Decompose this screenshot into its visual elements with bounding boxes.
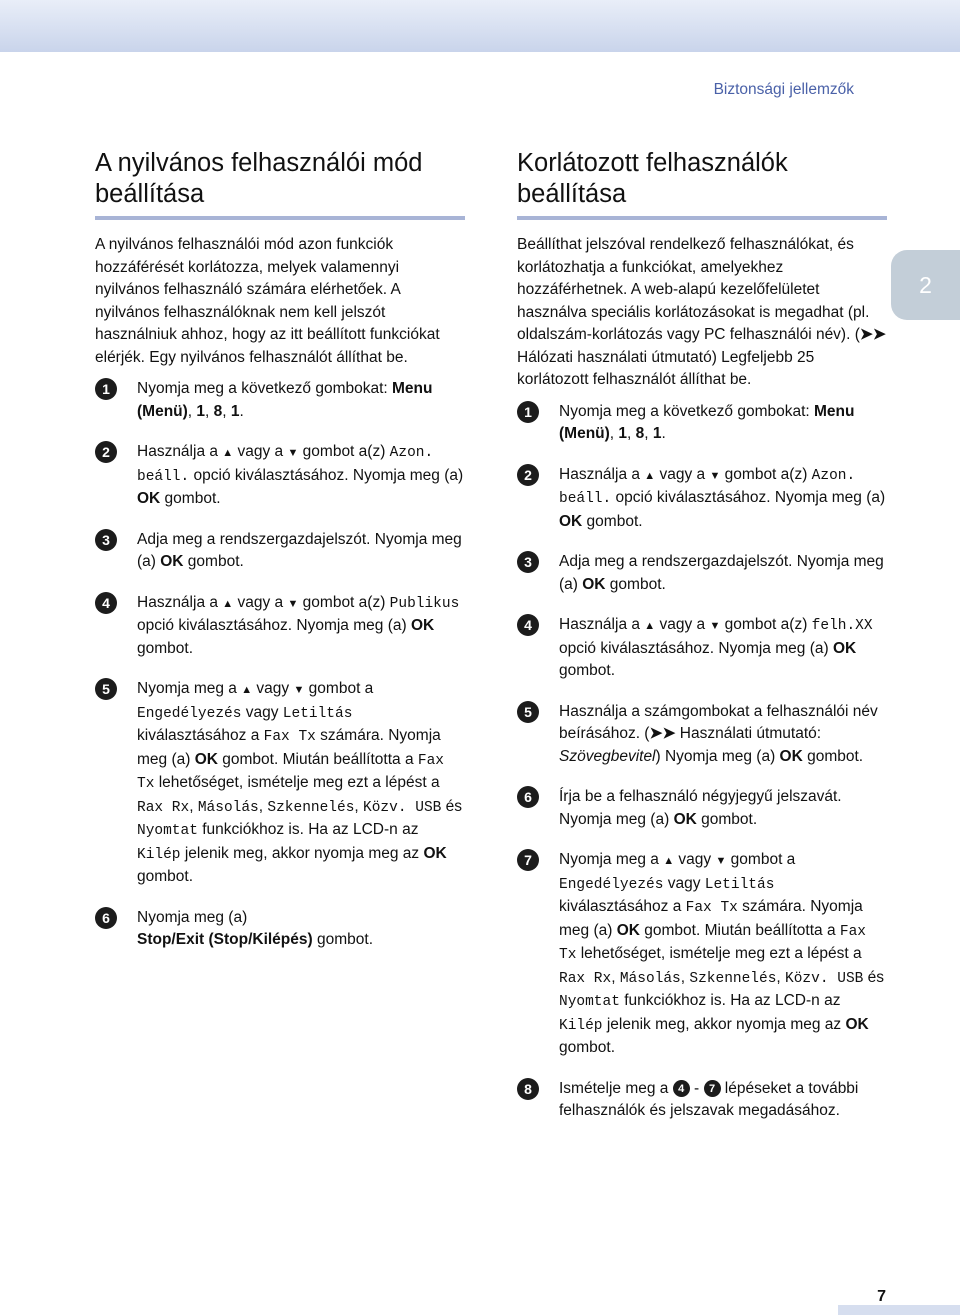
text: - xyxy=(689,1079,704,1097)
title-line: A nyilvános felhasználói mód xyxy=(95,149,423,177)
lcd-text: felh.XX xyxy=(811,618,873,634)
text: gombot. xyxy=(137,868,194,885)
key-label: OK xyxy=(410,617,435,634)
key-label: OK xyxy=(673,810,697,828)
text: Használja a xyxy=(559,465,645,483)
key-label: OK xyxy=(845,1015,869,1033)
lcd-text: Rax Rx xyxy=(137,799,190,816)
text: Nyomja meg (a) xyxy=(137,908,248,926)
text: Használja a xyxy=(137,443,223,460)
lcd-text: Nyomtat xyxy=(559,994,620,1010)
lcd-text: Azon. beáll. xyxy=(559,467,856,507)
step-number-icon: 1 xyxy=(517,401,539,423)
key-label: 1 xyxy=(618,425,628,442)
lcd-text: Publikus xyxy=(389,595,460,612)
text: , xyxy=(627,425,636,442)
step-list xyxy=(517,401,887,1123)
up-arrow-icon: ▲ xyxy=(663,855,675,867)
key-label: Stop/Exit (Stop/Kilépés) xyxy=(137,931,313,948)
text: Használati útmutató: xyxy=(675,725,822,742)
text: gombot. Miután beállította a xyxy=(217,750,418,768)
step xyxy=(95,378,465,423)
text: , xyxy=(609,425,619,442)
text: gombot. xyxy=(582,512,643,530)
step xyxy=(517,464,887,534)
intro-paragraph xyxy=(517,234,887,392)
step-number-icon: 7 xyxy=(517,849,539,871)
text: gombot. xyxy=(160,490,221,507)
key-label: 1 xyxy=(230,402,240,420)
lcd-text: Letiltás xyxy=(704,876,775,893)
double-arrow-icon: ➤➤ xyxy=(649,725,676,742)
text: vagy xyxy=(252,680,294,697)
text: gombot a(z) xyxy=(298,593,390,611)
text: , xyxy=(187,402,197,420)
key-label: 1 xyxy=(196,402,206,420)
text: Nyomja meg a következő gombokat: xyxy=(137,380,393,397)
page-number: 7 xyxy=(877,1288,886,1305)
step xyxy=(95,529,465,574)
lcd-text: Fax Tx xyxy=(263,729,316,745)
step xyxy=(517,614,887,683)
chapter-tab xyxy=(891,250,960,320)
lcd-text: Másolás xyxy=(197,799,259,816)
step-number-icon: 5 xyxy=(517,701,539,723)
section-title xyxy=(517,148,887,220)
step-number-icon: 5 xyxy=(95,678,117,700)
text: gombot. xyxy=(137,639,194,657)
text: , xyxy=(776,968,786,986)
down-arrow-icon: ▼ xyxy=(709,469,721,482)
text: Hálózati használati útmutató) Legfeljebb 25 korlátozott felhasználót állíthat be. xyxy=(517,348,815,388)
text: Nyomja meg a xyxy=(137,680,242,697)
lcd-text: Letiltás xyxy=(282,705,353,722)
key-label: OK xyxy=(559,512,583,530)
lcd-text: Engedélyezés xyxy=(137,705,242,722)
text: gombot. xyxy=(559,662,616,679)
text: opció kiválasztásához. Nyomja meg (a) xyxy=(137,617,411,634)
double-arrow-icon: ➤➤ xyxy=(859,326,886,343)
step xyxy=(517,849,887,1060)
text: gombot. xyxy=(183,553,244,570)
text: számára. Nyomja meg (a) xyxy=(137,727,441,768)
text: gombot. xyxy=(312,931,373,948)
text: Beállíthat jelszóval rendelkező felhasználókat, és korlátozhatja a funkciókat, amelyekhez hozzáférhetnek. A web-alapú kezelőfelületet használva speciális korlátozásokat is megadhat (pl. oldalszám-korlátozás vagy PC felhasználói név). ( xyxy=(517,236,870,343)
chapter-number: 2 xyxy=(919,271,932,298)
text: jelenik meg, akkor nyomja meg az xyxy=(602,1015,846,1033)
footer-strip xyxy=(838,1305,960,1315)
key-label: 8 xyxy=(213,402,223,420)
step-number-icon: 2 xyxy=(517,464,539,486)
lcd-text: Másolás xyxy=(619,970,681,987)
text: vagy a xyxy=(233,443,288,460)
lcd-text: Közv. USB xyxy=(785,970,864,987)
step-number-icon: 4 xyxy=(95,592,117,614)
title-line: Korlátozott felhasználók xyxy=(517,149,788,177)
step xyxy=(517,701,887,769)
text: gombot a(z) xyxy=(720,465,812,483)
lcd-text: Kilép xyxy=(137,846,181,863)
text: lehetőséget, ismételje meg ezt a lépést a xyxy=(154,774,440,791)
top-band xyxy=(0,0,960,52)
text: és xyxy=(441,797,463,815)
key-label: OK xyxy=(779,747,803,765)
intro-paragraph: A nyilvános felhasználói mód azon funkciók hozzáférését korlátozza, melyek valamennyi nyilvános felhasználó számára elérhetőek. A nyilvános felhasználóknak nem kell jelszót használniuk ahhoz, hogy az itt beállított funkciókat elérjék. Egy nyilvános felhasználót állíthat be. xyxy=(95,236,440,366)
step xyxy=(517,401,887,446)
key-label: 8 xyxy=(635,425,645,442)
public-user-mode-section xyxy=(95,148,465,970)
text: , xyxy=(205,402,214,420)
key-label: 1 xyxy=(652,425,662,442)
down-arrow-icon: ▼ xyxy=(709,620,721,632)
lcd-text: Kilép xyxy=(559,1017,603,1034)
key-label: OK xyxy=(160,553,184,570)
up-arrow-icon: ▲ xyxy=(644,469,656,482)
step-list xyxy=(95,378,465,952)
lcd-text: Nyomtat xyxy=(137,823,198,839)
title-line: beállítása xyxy=(517,180,627,208)
up-arrow-icon: ▲ xyxy=(222,447,234,459)
step xyxy=(517,786,887,831)
text: vagy a xyxy=(655,465,710,483)
step-number-icon: 3 xyxy=(95,529,117,551)
text: gombot. xyxy=(559,1039,616,1056)
down-arrow-icon: ▼ xyxy=(287,597,299,610)
step-number-icon: 4 xyxy=(517,614,539,636)
text: Használja a xyxy=(559,616,645,633)
step xyxy=(95,678,465,889)
text: gombot. xyxy=(802,747,864,765)
text: , xyxy=(680,968,690,986)
text: funkciókhoz is. Ha az LCD-n az xyxy=(619,992,841,1009)
text: Használja a számgombokat a felhasználói név beírásához. ( xyxy=(559,702,878,742)
step xyxy=(517,1078,887,1123)
key-label: Menu (Menü) xyxy=(137,380,433,420)
lcd-text: Szkennelés xyxy=(689,970,777,987)
text: és xyxy=(863,968,885,986)
key-label: OK xyxy=(582,575,606,593)
key-label: OK xyxy=(194,750,218,768)
down-arrow-icon: ▼ xyxy=(293,684,305,696)
section-title xyxy=(95,148,465,220)
text: Adja meg a rendszergazdajelszót. Nyomja meg (a) xyxy=(559,553,884,593)
text: , xyxy=(258,797,268,815)
text: opció kiválasztásához. Nyomja meg (a) xyxy=(559,639,833,657)
lcd-text: Fax Tx xyxy=(685,900,738,916)
text: , xyxy=(222,402,231,420)
reference-title: Szövegbevitel xyxy=(559,747,656,765)
text: gombot a xyxy=(726,851,796,868)
down-arrow-icon: ▼ xyxy=(715,855,727,867)
text: Adja meg a rendszergazdajelszót. Nyomja meg (a) xyxy=(137,530,462,570)
restricted-users-section xyxy=(517,148,887,1141)
text: jelenik meg, akkor nyomja meg az xyxy=(180,844,424,862)
key-label: OK xyxy=(832,639,857,657)
text: funkciókhoz is. Ha az LCD-n az xyxy=(197,821,419,838)
text: opció kiválasztásához. Nyomja meg (a) xyxy=(189,466,464,484)
step-reference-icon: 4 xyxy=(673,1080,690,1097)
text: gombot. Miután beállította a xyxy=(639,921,840,939)
lcd-text: Fax Tx xyxy=(559,923,866,963)
title-line: beállítása xyxy=(95,180,205,208)
text: , xyxy=(644,425,653,442)
step-number-icon: 8 xyxy=(517,1078,539,1100)
text: ) Nyomja meg (a) xyxy=(655,747,780,765)
text: gombot. xyxy=(605,575,666,593)
text: , xyxy=(189,797,198,815)
text: , xyxy=(354,797,364,815)
lcd-text: Engedélyezés xyxy=(559,876,664,893)
text: Írja be a felhasználó négyjegyű jelszavát. Nyomja meg (a) xyxy=(559,788,842,828)
step-number-icon: 6 xyxy=(95,907,117,929)
step-number-icon: 2 xyxy=(95,441,117,463)
text: lehetőséget, ismételje meg ezt a lépést a xyxy=(576,945,862,962)
step-number-icon: 3 xyxy=(517,551,539,573)
step-reference-icon: 7 xyxy=(704,1080,721,1097)
step xyxy=(95,441,465,511)
text: , xyxy=(611,968,620,986)
lcd-text: Azon. beáll. xyxy=(137,445,434,485)
down-arrow-icon: ▼ xyxy=(287,447,299,459)
text: lépéseket a további felhasználók és jelszavak megadásához. xyxy=(559,1079,859,1119)
up-arrow-icon: ▲ xyxy=(222,597,234,610)
text: vagy xyxy=(241,703,283,721)
text: gombot. xyxy=(696,810,758,828)
step-number-icon: 1 xyxy=(95,378,117,400)
lcd-text: Fax Tx xyxy=(137,752,444,792)
text: opció kiválasztásához. Nyomja meg (a) xyxy=(611,489,886,506)
step-number-icon: 6 xyxy=(517,786,539,808)
key-label: Menu (Menü) xyxy=(559,402,855,442)
text: vagy xyxy=(674,851,716,868)
step xyxy=(517,551,887,596)
up-arrow-icon: ▲ xyxy=(644,620,656,632)
text: Nyomja meg a következő gombokat: xyxy=(559,402,815,420)
text: Használja a xyxy=(137,593,223,611)
text: kiválasztásához a xyxy=(559,898,686,915)
key-label: OK xyxy=(137,490,161,507)
text: Nyomja meg a xyxy=(559,851,664,868)
text: vagy a xyxy=(233,593,288,611)
running-header: Biztonsági jellemzők xyxy=(713,81,854,98)
lcd-text: Szkennelés xyxy=(267,799,355,816)
text: kiválasztásához a xyxy=(137,727,264,744)
text: számára. Nyomja meg (a) xyxy=(559,898,863,939)
text: . xyxy=(239,402,244,420)
key-label: OK xyxy=(616,921,640,939)
step xyxy=(95,907,465,952)
text: gombot a(z) xyxy=(720,616,812,633)
text: . xyxy=(661,425,666,442)
text: vagy xyxy=(663,874,705,892)
key-label: OK xyxy=(423,844,447,862)
text: Ismételje meg a xyxy=(559,1079,673,1097)
text: vagy a xyxy=(655,616,710,633)
up-arrow-icon: ▲ xyxy=(241,684,253,696)
text: gombot a(z) xyxy=(298,443,390,460)
text: gombot a xyxy=(304,680,374,697)
step xyxy=(95,592,465,661)
lcd-text: Közv. USB xyxy=(363,799,442,816)
lcd-text: Rax Rx xyxy=(559,970,612,987)
